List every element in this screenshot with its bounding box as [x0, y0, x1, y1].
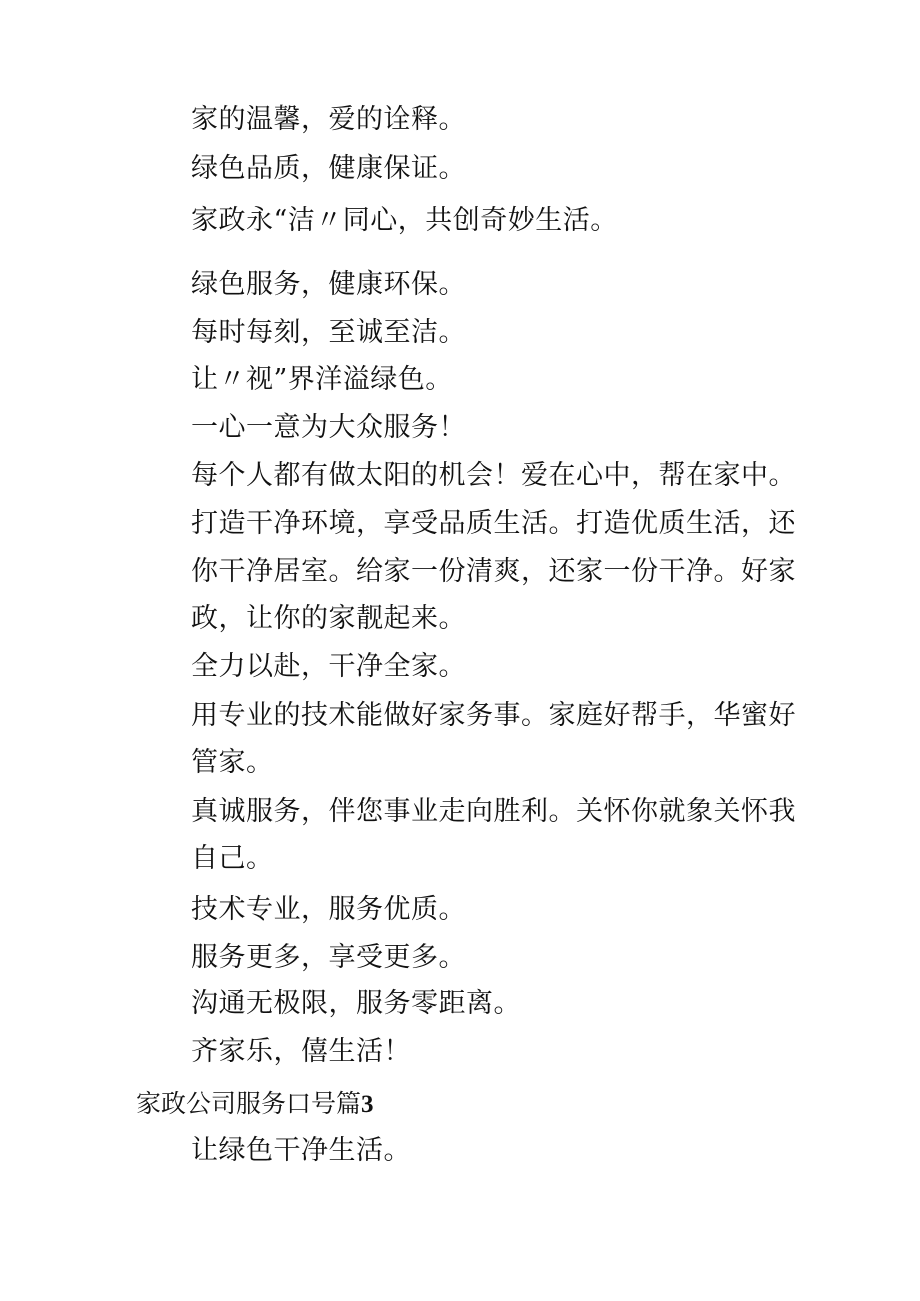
- section-heading: [136, 1086, 374, 1123]
- text-line: 你干净居室。给家一份清爽，还家一份干净。好家: [191, 556, 796, 587]
- text-line: 沟通无极限，服务零距离。: [191, 988, 521, 1019]
- text-line: 让绿色干净生活。: [191, 1135, 411, 1166]
- section-heading-number: 3: [361, 1091, 374, 1118]
- text-line: 每时每刻，至诚至洁。: [191, 317, 466, 348]
- text-line: 齐家乐，僖生活！: [191, 1036, 411, 1067]
- text-line: 技术专业，服务优质。: [191, 894, 466, 925]
- text-line: 让〃视”界洋溢绿色。: [191, 364, 453, 395]
- text-line: 自己。: [191, 843, 274, 874]
- text-line: 全力以赴，干净全家。: [191, 651, 466, 682]
- text-line: 绿色品质，健康保证。: [191, 153, 466, 184]
- text-line: 政，让你的家靓起来。: [191, 603, 466, 634]
- text-line: 服务更多，享受更多。: [191, 942, 466, 973]
- text-line: 用专业的技术能做好家务事。家庭好帮手，华蜜好: [191, 700, 796, 731]
- text-line: 打造干净环境，享受品质生活。打造优质生活，还: [191, 508, 796, 539]
- text-line: 绿色服务，健康环保。: [191, 269, 466, 300]
- text-line: 家政永“洁〃同心，共创奇妙生活。: [191, 205, 618, 236]
- text-line: 家的温馨，爱的诠释。: [191, 104, 466, 135]
- text-line: 真诚服务，伴您事业走向胜利。关怀你就象关怀我: [191, 796, 796, 827]
- text-line: 管家。: [191, 747, 274, 778]
- text-line: 每个人都有做太阳的机会！爱在心中，帮在家中。: [191, 460, 796, 491]
- text-line: 一心一意为大众服务！: [191, 412, 466, 443]
- section-heading-text: 家政公司服务口号篇: [136, 1089, 362, 1118]
